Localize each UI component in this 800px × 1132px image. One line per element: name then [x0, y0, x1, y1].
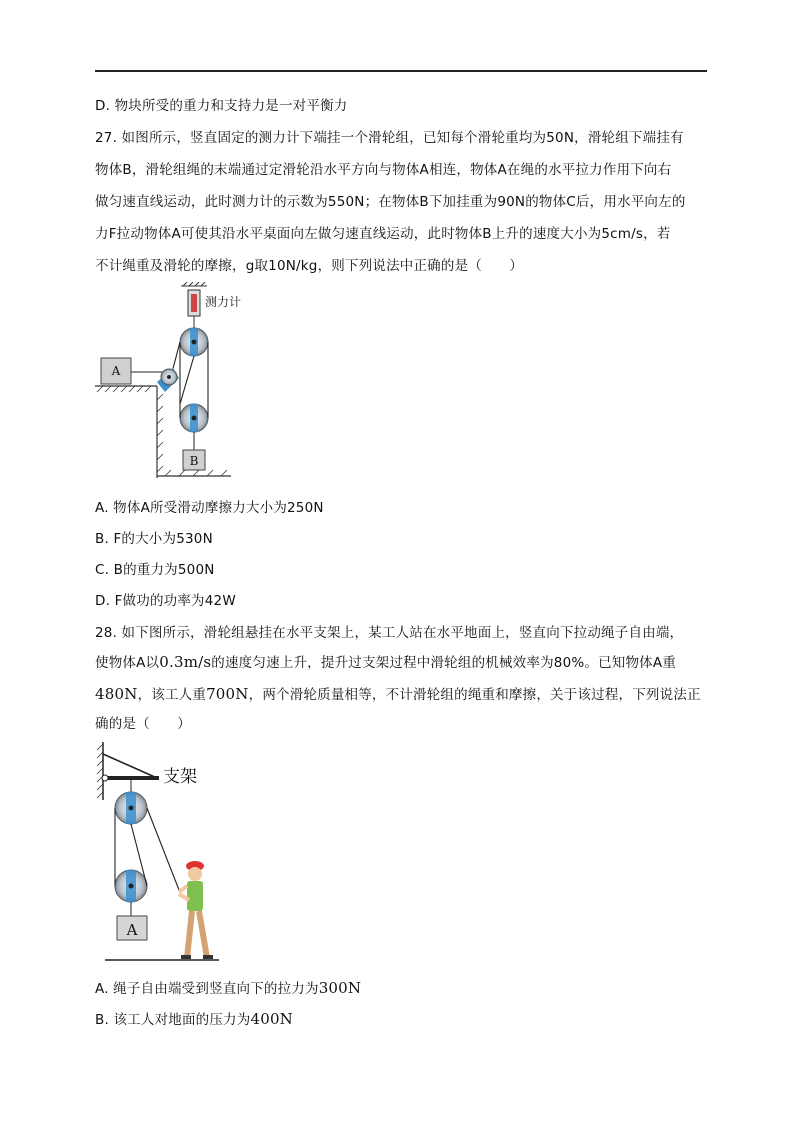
q28-stem-line-1: 28. 如下图所示，滑轮组悬挂在水平支架上，某工人站在水平地面上，竖直向下拉动绳子自由端， [95, 625, 684, 641]
worker-weight-value: 700N [206, 685, 249, 703]
meter-label: 测力计 [205, 295, 242, 309]
q28-option-a-value: 300N [318, 979, 362, 997]
block-a-label: A [111, 364, 121, 378]
q28-option-b-value: 400N [250, 1010, 294, 1028]
q28-line2-post: 的速度匀速上升，提升过支架过程中滑轮组的机械效率为80%。已知物体A重 [211, 655, 677, 671]
header-rule [95, 70, 707, 72]
table-surface [95, 386, 157, 478]
q26-option-d: D. 物块所受的重力和支持力是一对平衡力 [95, 98, 348, 114]
q27-stem-line-5: 不计绳重及滑轮的摩擦，g取10N/kg，则下列说法中正确的是（ ） [95, 258, 524, 274]
weight-a-value: 480N [95, 685, 138, 703]
lower-pulley [115, 870, 147, 902]
q28-option-a [95, 978, 361, 999]
q27-stem-line-1: 27. 如图所示，竖直固定的测力计下端挂一个滑轮组，已知每个滑轮重均为50N，滑轮组下端挂有 [95, 130, 684, 146]
upper-pulley [115, 792, 147, 824]
q27-option-d: D. F做功的功率为42W [95, 593, 236, 609]
scale-indicator [191, 294, 197, 312]
q28-stem-line-4: 确的是（ ） [95, 716, 191, 732]
q28-option-b-text: B. 该工人对地面的压力为 [95, 1012, 251, 1028]
q27-stem-line-4: 力F拉动物体A可使其沿水平桌面向左做匀速直线运动，此时物体B上升的速度大小为5cm/s，若 [95, 226, 671, 242]
bracket-label: 支架 [163, 767, 197, 787]
worker-figure [179, 861, 213, 959]
q27-pulley-figure [95, 282, 295, 478]
q28-stem-line-2 [95, 652, 676, 673]
q28-pulley-figure [95, 740, 225, 966]
block-b-label: B [189, 454, 199, 468]
q28-line3-mid: ，该工人重 [137, 687, 207, 703]
block-a-label: A [126, 921, 138, 939]
q27-option-a: A. 物体A所受滑动摩擦力大小为250N [95, 500, 324, 516]
q28-option-a-text: A. 绳子自由端受到竖直向下的拉力为 [95, 981, 319, 997]
q27-stem-line-2: 物体B，滑轮组绳的末端通过定滑轮沿水平方向与物体A相连，物体A在绳的水平拉力作用下向右 [95, 162, 672, 178]
q28-option-b [95, 1009, 293, 1030]
lower-pulley [180, 404, 208, 432]
ceiling-mount [181, 282, 207, 286]
q28-line2-pre: 使物体A以 [95, 655, 160, 671]
bracket [102, 754, 159, 781]
q28-line3-post: ，两个滑轮质量相等，不计滑轮组的绳重和摩擦，关于该过程，下列说法正 [248, 687, 701, 703]
q27-option-c: C. B的重力为500N [95, 562, 215, 578]
q27-option-b: B. F的大小为530N [95, 531, 213, 547]
q28-stem-line-3 [95, 684, 701, 705]
q27-stem-line-3: 做匀速直线运动，此时测力计的示数为550N；在物体B下加挂重为90N的物体C后，用水平向左的 [95, 194, 686, 210]
speed-value: 0.3m/s [159, 653, 212, 671]
upper-pulley [180, 328, 208, 356]
